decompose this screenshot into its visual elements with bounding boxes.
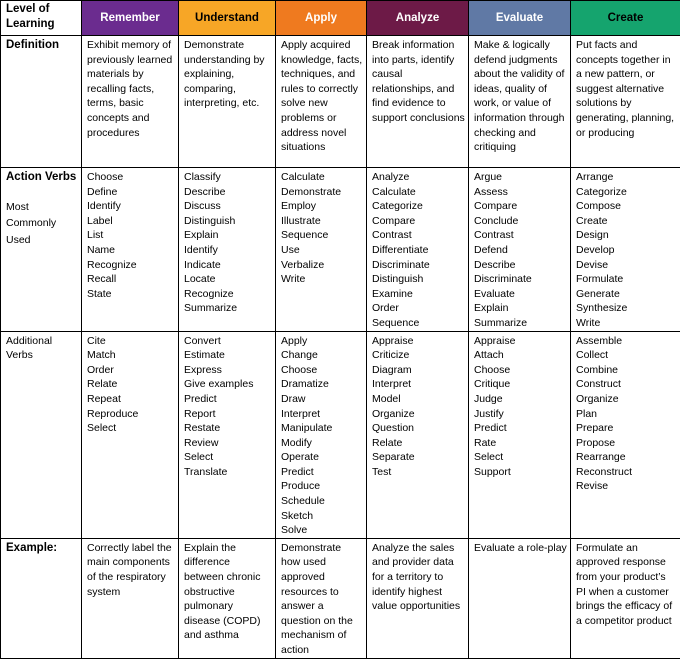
verb-item: Predict — [184, 392, 272, 407]
verb-item: Support — [474, 465, 567, 480]
verb-item: Match — [87, 348, 175, 363]
verb-item: Locate — [184, 272, 272, 287]
level-of-learning-header: Level of Learning — [1, 1, 82, 36]
example-cell-understand: Explain the difference between chronic obstructive pulmonary disease (COPD) and asthma — [179, 538, 276, 658]
verb-item: Choose — [87, 170, 175, 185]
verb-item: Rate — [474, 436, 567, 451]
verb-item: Examine — [372, 287, 465, 302]
verb-item: Indicate — [184, 258, 272, 273]
verb-item: Organize — [372, 407, 465, 422]
verb-item: Collect — [576, 348, 677, 363]
verb-item: Recognize — [87, 258, 175, 273]
verb-item: Repeat — [87, 392, 175, 407]
verb-item: Construct — [576, 377, 677, 392]
verb-item: Solve — [281, 523, 363, 538]
verb-item: Cite — [87, 334, 175, 349]
definition-cell-evaluate: Make & logically defend judgments about the validity of ideas, quality of work, or value of information through checking and critiquing — [469, 36, 571, 168]
definition-cell-remember: Exhibit memory of previously learned materials by recalling facts, terms, basic concepts and procedures — [82, 36, 179, 168]
verb-item: Define — [87, 185, 175, 200]
verb-item: Appraise — [474, 334, 567, 349]
example-cell-create: Formulate an approved response from your product’s PI when a customer brings the efficacy of a competitor product — [571, 538, 680, 658]
verb-item: Calculate — [281, 170, 363, 185]
verb-item: Formulate — [576, 272, 677, 287]
verb-item: Defend — [474, 243, 567, 258]
verb-item: Label — [87, 214, 175, 229]
verb-item: Contrast — [474, 228, 567, 243]
verb-item: Select — [87, 421, 175, 436]
header-apply: Apply — [276, 1, 367, 36]
additional-verbs-evaluate — [469, 331, 571, 538]
action-verbs-understand — [179, 168, 276, 332]
action-verbs-label-cell — [1, 168, 82, 332]
verb-item: Prepare — [576, 421, 677, 436]
verb-item: Choose — [474, 363, 567, 378]
example-cell-evaluate: Evaluate a role-play — [469, 538, 571, 658]
verb-item: Use — [281, 243, 363, 258]
verb-item: Synthesize — [576, 301, 677, 316]
verb-item: Analyze — [372, 170, 465, 185]
action-verbs-create — [571, 168, 680, 332]
most-commonly-used-label: Most Commonly Used — [6, 199, 78, 249]
verb-item: Summarize — [474, 316, 567, 331]
definition-cell-understand — [179, 36, 276, 168]
verb-item: Verbalize — [281, 258, 363, 273]
example-cell-analyze: Analyze the sales and provider data for a territory to identify highest value opportunities — [367, 538, 469, 658]
verb-item: Discuss — [184, 199, 272, 214]
verb-item: Interpret — [281, 407, 363, 422]
action-verbs-remember — [82, 168, 179, 332]
verb-item: Recognize — [184, 287, 272, 302]
action-verbs-apply — [276, 168, 367, 332]
verb-item: Compose — [576, 199, 677, 214]
verb-item: Classify — [184, 170, 272, 185]
verb-item: Name — [87, 243, 175, 258]
verb-item: Sequence — [281, 228, 363, 243]
verb-item: Separate — [372, 450, 465, 465]
verb-item: Critique — [474, 377, 567, 392]
definition-row — [1, 36, 680, 168]
verb-item: Summarize — [184, 301, 272, 316]
verb-item: Categorize — [576, 185, 677, 200]
verb-item: Explain — [184, 228, 272, 243]
verb-item: Revise — [576, 479, 677, 494]
verb-item: Argue — [474, 170, 567, 185]
verb-item: State — [87, 287, 175, 302]
verb-item: Order — [87, 363, 175, 378]
verb-item: Interpret — [372, 377, 465, 392]
action-verbs-evaluate — [469, 168, 571, 332]
verb-item: Convert — [184, 334, 272, 349]
verb-item: Identify — [87, 199, 175, 214]
verb-item: Develop — [576, 243, 677, 258]
verb-item: Give examples — [184, 377, 272, 392]
verb-item: Operate — [281, 450, 363, 465]
verb-item: Contrast — [372, 228, 465, 243]
action-verbs-analyze — [367, 168, 469, 332]
verb-item: Reconstruct — [576, 465, 677, 480]
verb-item: Explain — [474, 301, 567, 316]
verb-item: Report — [184, 407, 272, 422]
verb-item: Relate — [372, 436, 465, 451]
example-cell-remember: Correctly label the main components of the respiratory system — [82, 538, 179, 658]
verb-item: Produce — [281, 479, 363, 494]
example-cell-apply: Demonstrate how used approved resources to answer a question on the mechanism of action — [276, 538, 367, 658]
verb-item: Apply — [281, 334, 363, 349]
verb-item: Distinguish — [372, 272, 465, 287]
action-verbs-label: Action Verbs — [6, 170, 78, 185]
verb-item: Dramatize — [281, 377, 363, 392]
verb-item: Compare — [372, 214, 465, 229]
verb-item: Sequence — [372, 316, 465, 331]
verb-item: Categorize — [372, 199, 465, 214]
verb-item: Plan — [576, 407, 677, 422]
example-row — [1, 538, 680, 658]
verb-item: Test — [372, 465, 465, 480]
verb-item: Compare — [474, 199, 567, 214]
additional-verbs-analyze — [367, 331, 469, 538]
verb-item: Predict — [281, 465, 363, 480]
definition-text-understand: Demonstrate understanding by explaining, comparing, interpreting, etc. — [184, 38, 272, 111]
verb-item: Estimate — [184, 348, 272, 363]
verb-item: Reproduce — [87, 407, 175, 422]
verb-item: Select — [184, 450, 272, 465]
verb-item: Express — [184, 363, 272, 378]
verb-item: Model — [372, 392, 465, 407]
header-evaluate: Evaluate — [469, 1, 571, 36]
verb-item: Design — [576, 228, 677, 243]
verb-item: Recall — [87, 272, 175, 287]
verb-item: Justify — [474, 407, 567, 422]
verb-item: Schedule — [281, 494, 363, 509]
definition-label: Definition — [1, 36, 82, 168]
verb-item: Assemble — [576, 334, 677, 349]
header-create: Create — [571, 1, 680, 36]
verb-item: Demonstrate — [281, 185, 363, 200]
header-remember: Remember — [82, 1, 179, 36]
verb-item: Attach — [474, 348, 567, 363]
verb-item: Write — [281, 272, 363, 287]
verb-item: Conclude — [474, 214, 567, 229]
verb-item: Discriminate — [474, 272, 567, 287]
verb-item: Appraise — [372, 334, 465, 349]
header-understand: Understand — [179, 1, 276, 36]
additional-verbs-apply — [276, 331, 367, 538]
verb-item: Generate — [576, 287, 677, 302]
verb-item: Criticize — [372, 348, 465, 363]
verb-item: Manipulate — [281, 421, 363, 436]
additional-verbs-remember — [82, 331, 179, 538]
verb-item: Relate — [87, 377, 175, 392]
verb-item: Rearrange — [576, 450, 677, 465]
verb-item: Distinguish — [184, 214, 272, 229]
verb-item: Predict — [474, 421, 567, 436]
verb-item: Judge — [474, 392, 567, 407]
verb-item: Question — [372, 421, 465, 436]
action-verbs-row — [1, 168, 680, 332]
definition-cell-analyze: Break information into parts, identify causal relationships, and find evidence to support conclusions — [367, 36, 469, 168]
verb-item: Arrange — [576, 170, 677, 185]
verb-item: Propose — [576, 436, 677, 451]
verb-item: Diagram — [372, 363, 465, 378]
verb-item: Illustrate — [281, 214, 363, 229]
verb-item: Discriminate — [372, 258, 465, 273]
verb-item: Evaluate — [474, 287, 567, 302]
verb-item: Modify — [281, 436, 363, 451]
verb-item: Differentiate — [372, 243, 465, 258]
additional-verbs-label: Additional Verbs — [1, 331, 82, 538]
verb-item: Change — [281, 348, 363, 363]
verb-item: Employ — [281, 199, 363, 214]
additional-verbs-row — [1, 331, 680, 538]
additional-verbs-create — [571, 331, 680, 538]
additional-verbs-understand — [179, 331, 276, 538]
example-label: Example: — [1, 538, 82, 658]
verb-item: Draw — [281, 392, 363, 407]
header-analyze: Analyze — [367, 1, 469, 36]
verb-item: List — [87, 228, 175, 243]
verb-item: Describe — [184, 185, 272, 200]
verb-item: Combine — [576, 363, 677, 378]
header-row — [1, 1, 680, 36]
verb-item: Write — [576, 316, 677, 331]
verb-item: Assess — [474, 185, 567, 200]
verb-item: Organize — [576, 392, 677, 407]
definition-cell-apply: Apply acquired knowledge, facts, techniques, and rules to correctly solve new problems or address novel situations — [276, 36, 367, 168]
verb-item: Restate — [184, 421, 272, 436]
verb-item: Sketch — [281, 509, 363, 524]
verb-item: Translate — [184, 465, 272, 480]
verb-item: Select — [474, 450, 567, 465]
verb-item: Devise — [576, 258, 677, 273]
verb-item: Choose — [281, 363, 363, 378]
verb-item: Review — [184, 436, 272, 451]
verb-item: Create — [576, 214, 677, 229]
verb-item: Describe — [474, 258, 567, 273]
verb-item: Calculate — [372, 185, 465, 200]
verb-item: Order — [372, 301, 465, 316]
verb-item: Identify — [184, 243, 272, 258]
definition-cell-create: Put facts and concepts together in a new pattern, or suggest alternative solutions by generating, planning, or producing — [571, 36, 680, 168]
